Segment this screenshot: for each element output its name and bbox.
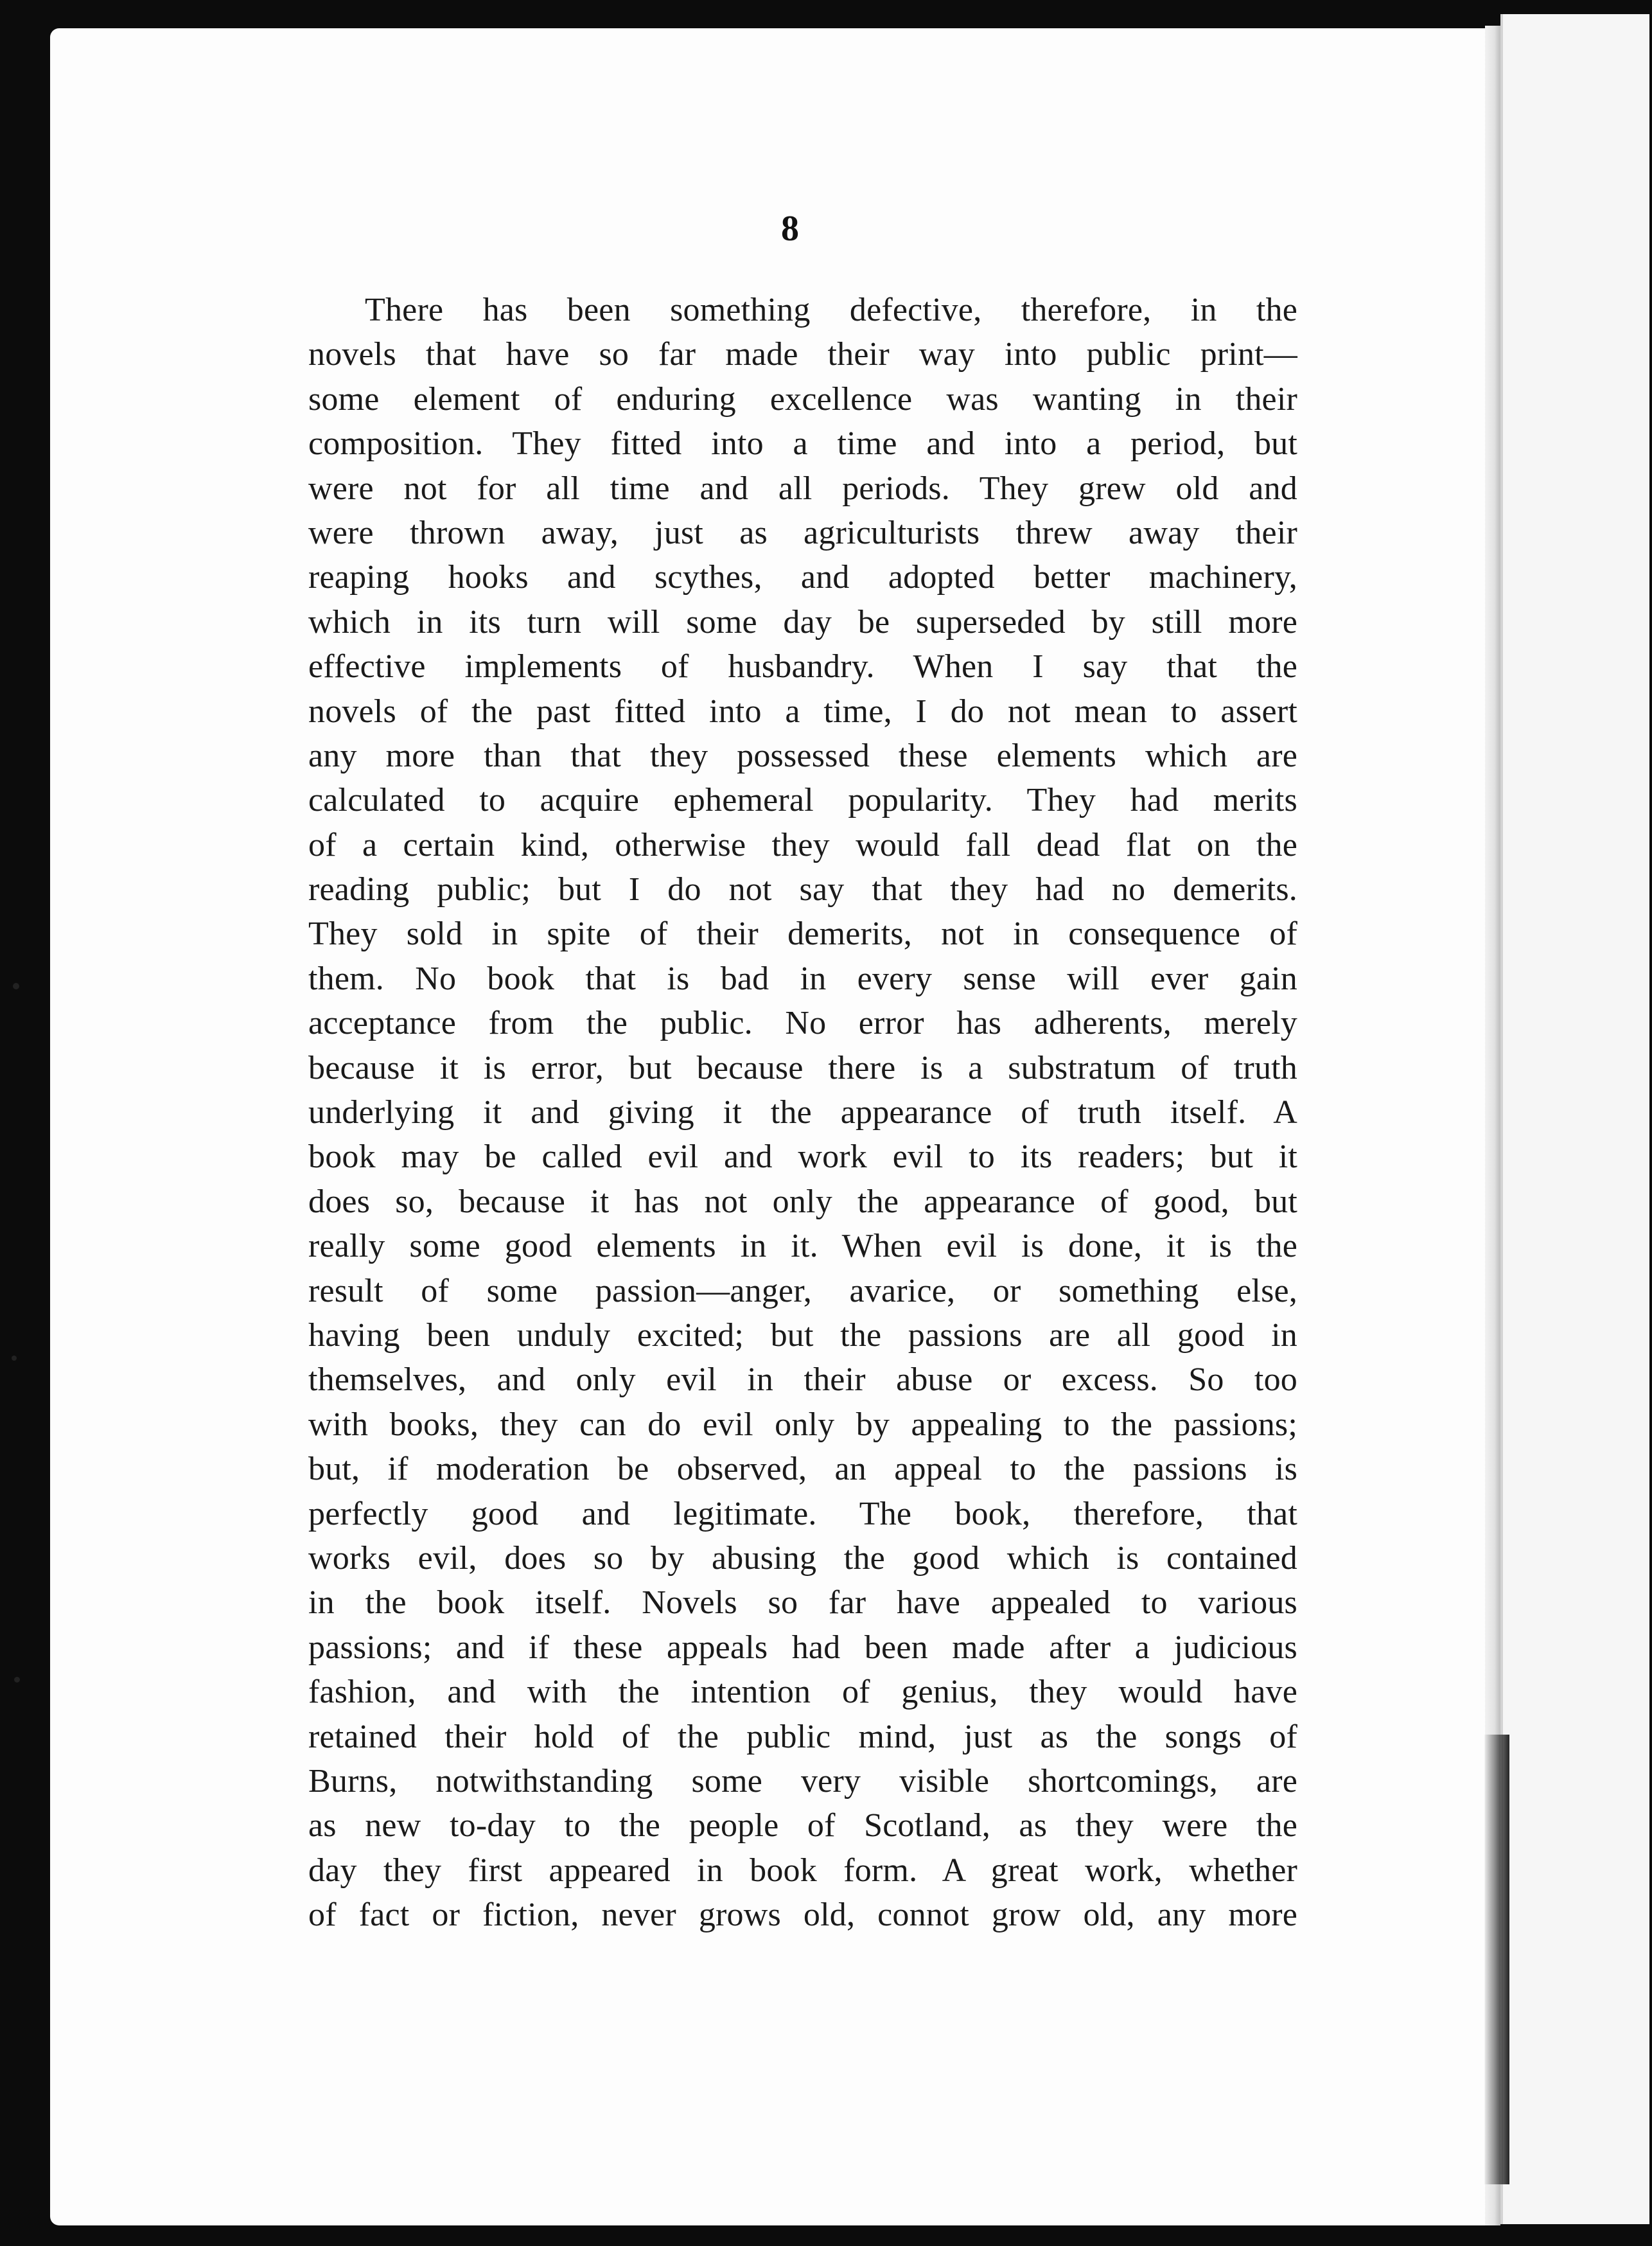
text-line: underlying it and giving it the appearance of truth itself. A [308,1094,1297,1131]
text-line: which in its turn will some day be superseded by still more [308,603,1297,641]
text-line: There has been something defective, therefore, in the [365,292,1297,328]
text-line: themselves, and only evil in their abuse or excess. So too [308,1361,1297,1399]
scan-speck [12,1356,17,1361]
text-line: really some good elements in it. When evil is done, it is the [308,1228,1297,1265]
facing-page-edge [1500,14,1649,2224]
text-line: result of some passion—anger, avarice, or something else, [308,1272,1297,1309]
text-line: having been unduly excited; but the passions are all good in [308,1316,1297,1354]
text-line: but, if moderation be observed, an appeal to the passions is [308,1451,1297,1488]
text-line: calculated to acquire ephemeral popularity. They had merits [308,782,1297,819]
text-line: retained their hold of the public mind, just as the songs of [308,1718,1297,1755]
page-number: 8 [781,209,799,249]
text-line: acceptance from the public. No error has adherents, merely [308,1005,1297,1042]
text-line: reading public; but I do not say that they had no demerits. [308,871,1297,908]
text-line: were thrown away, just as agriculturists threw away their [308,514,1297,551]
text-line: works evil, does so by abusing the good which is contained [308,1539,1297,1577]
text-line: them. No book that is bad in every sense will ever gain [308,960,1297,997]
binding-shadow [1484,1735,1509,2184]
text-line: of a certain kind, otherwise they would fall dead flat on the [308,826,1297,863]
text-line: were not for all time and all periods. They grew old and [308,470,1297,507]
text-line: some element of enduring excellence was wanting in their [308,380,1297,418]
text-line: effective implements of husbandry. When I say that the [308,648,1297,685]
text-line: novels of the past fitted into a time, I do not mean to assert [308,693,1297,730]
scan-speck [14,1677,20,1683]
text-line: does so, because it has not only the appearance of good, but [308,1183,1297,1220]
text-line: as new to-day to the people of Scotland, as they were the [308,1807,1297,1844]
text-line: any more than that they possessed these elements which are [308,737,1297,774]
text-line: novels that have so far made their way into public print— [308,336,1297,373]
body-text [308,288,1297,1937]
text-line: composition. They fitted into a time and into a period, but [308,425,1297,463]
text-line: perfectly good and legitimate. The book, therefore, that [308,1495,1297,1532]
text-line: passions; and if these appeals had been made after a judicious [308,1629,1297,1666]
text-line: Burns, notwithstanding some very visible shortcomings, are [308,1762,1297,1799]
text-line: reaping hooks and scythes, and adopted better machinery, [308,559,1297,596]
text-line: because it is error, but because there is a substratum of truth [308,1049,1297,1086]
text-line: fashion, and with the intention of genius, they would have [308,1674,1297,1711]
text-line: of fact or fiction, never grows old, connot grow old, any more [308,1897,1297,1934]
text-line: in the book itself. Novels so far have appealed to various [308,1584,1297,1622]
text-line: day they first appeared in book form. A great work, whether [308,1852,1297,1889]
text-line: with books, they can do evil only by appealing to the passions; [308,1406,1297,1443]
text-line: book may be called evil and work evil to its readers; but it [308,1138,1297,1176]
text-line: They sold in spite of their demerits, not in consequence of [308,915,1297,953]
scan-speck [13,983,19,989]
